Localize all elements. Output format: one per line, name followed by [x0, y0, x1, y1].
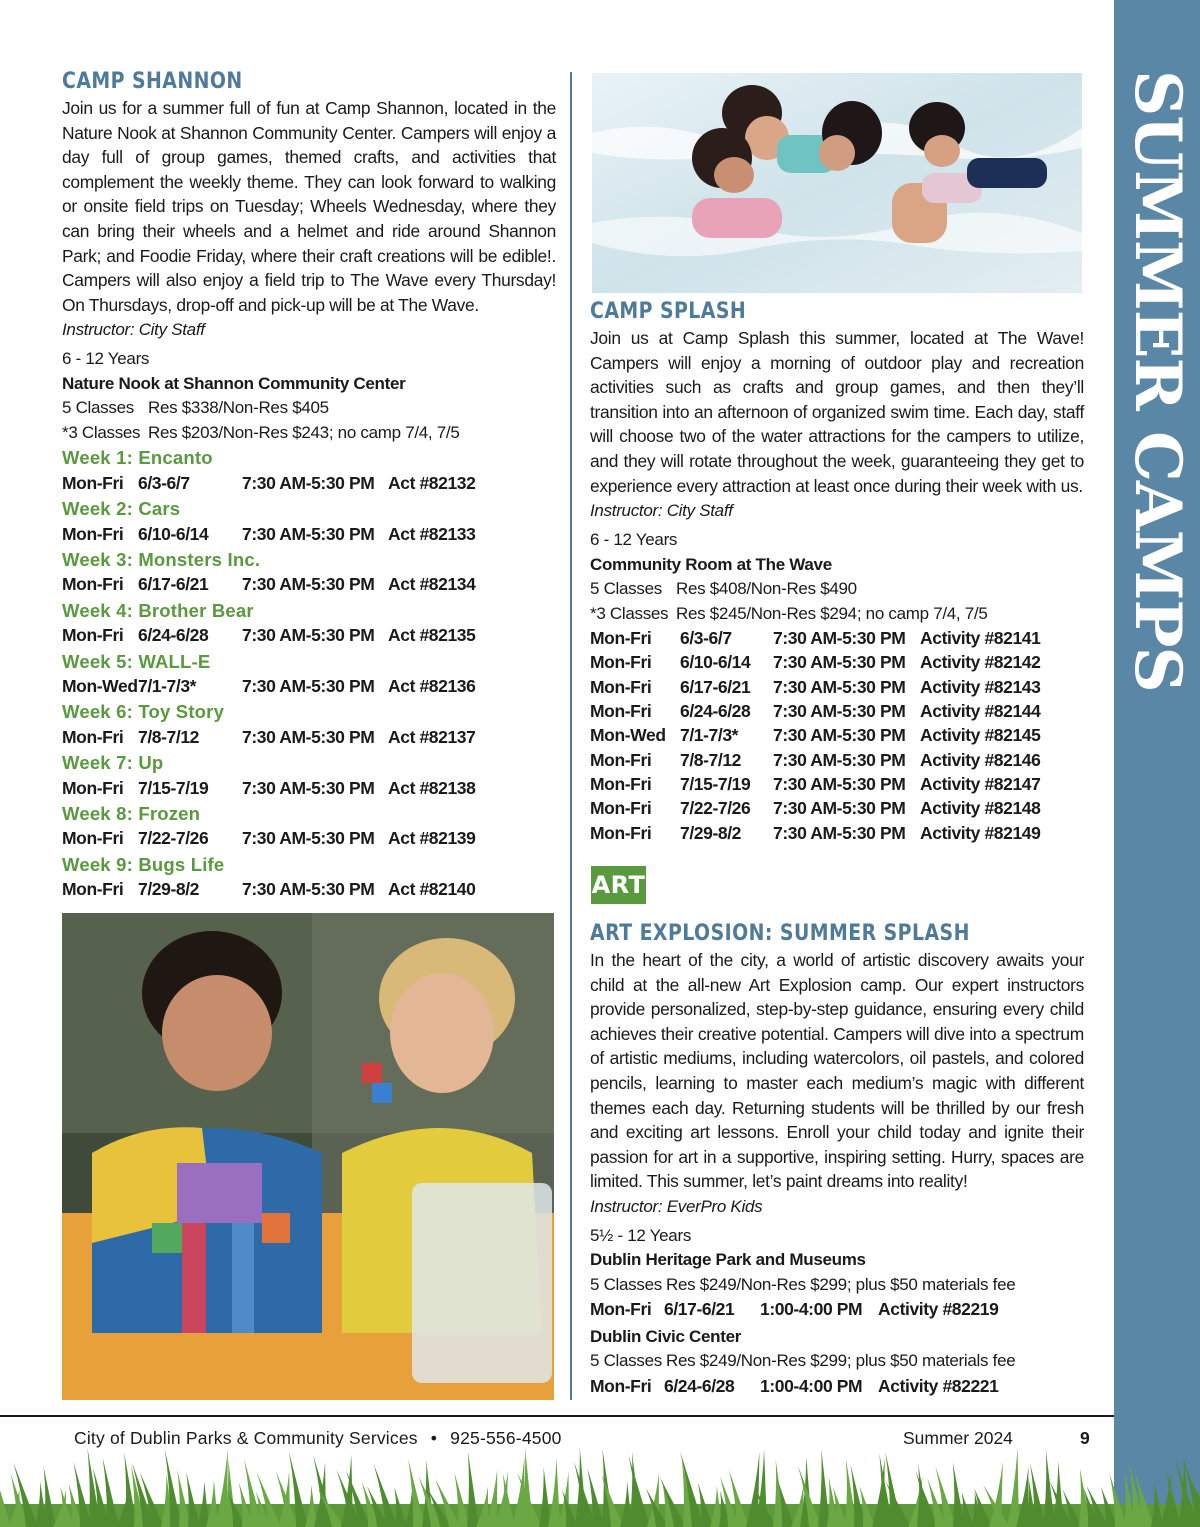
week-title: Week 2: Cars — [62, 498, 181, 520]
schedule-days: Mon-Fri — [590, 628, 652, 649]
camp-shannon-instructor: Instructor: City Staff — [62, 320, 205, 340]
schedule-days: Mon-Wed — [590, 725, 666, 746]
grass-blade — [467, 1451, 479, 1527]
schedule-dates: 6/10-6/14 — [680, 652, 751, 673]
schedule-days: Mon-Fri — [590, 1375, 652, 1396]
schedule-row — [62, 826, 556, 851]
page-number: 9 — [1080, 1428, 1090, 1448]
schedule-row — [62, 776, 556, 801]
fee-row — [62, 396, 556, 421]
art-explosion-title: ART EXPLOSION: SUMMER SPLASH — [590, 921, 970, 946]
kids-photo-image — [62, 913, 554, 1400]
art-explosion-ages: 5½ - 12 Years — [590, 1225, 692, 1245]
camp-shannon-ages: 6 - 12 Years — [62, 349, 150, 369]
footer-phone: 925-556-4500 — [450, 1428, 562, 1448]
schedule-dates: 7/22-7/26 — [680, 798, 751, 819]
schedule-time: 7:30 AM-5:30 PM — [242, 777, 375, 798]
schedule-row — [590, 699, 1084, 723]
schedule-time: 7:30 AM-5:30 PM — [242, 523, 375, 544]
fee-label: 5 Classes — [62, 398, 134, 418]
week-title: Week 6: Toy Story — [62, 701, 225, 723]
week-title: Week 3: Monsters Inc. — [62, 548, 261, 570]
activity-number: Activity #82145 — [920, 725, 1041, 746]
schedule-row — [590, 796, 1084, 820]
schedule-time: 7:30 AM-5:30 PM — [773, 749, 906, 770]
schedule-time: 7:30 AM-5:30 PM — [773, 701, 906, 722]
schedule-days: Mon-Fri — [590, 1299, 652, 1320]
activity-number: Act #82132 — [388, 472, 476, 493]
schedule-row — [62, 674, 556, 699]
schedule-days: Mon-Wed — [62, 676, 138, 697]
activity-number: Activity #82221 — [878, 1375, 999, 1396]
fee-label: 5 Classes — [590, 579, 662, 599]
fee-value: Res $245/Non-Res $294; no camp 7/4, 7/5 — [676, 603, 988, 623]
schedule-dates: 6/3-6/7 — [680, 628, 732, 649]
activity-number: Act #82139 — [388, 828, 476, 849]
schedule-row — [590, 626, 1084, 650]
schedule-row — [62, 877, 556, 902]
art-explosion-instructor: Instructor: EverPro Kids — [590, 1196, 763, 1216]
schedule-time: 7:30 AM-5:30 PM — [242, 625, 375, 646]
activity-number: Act #82133 — [388, 523, 476, 544]
schedule-dates: 6/17-6/21 — [138, 574, 209, 595]
schedule-row — [590, 772, 1084, 796]
camp-splash-title: CAMP SPLASH — [590, 299, 747, 324]
activity-number: Activity #82143 — [920, 676, 1041, 697]
grass-blade — [1151, 1481, 1163, 1527]
schedule-row — [62, 572, 556, 597]
schedule-days: Mon-Fri — [62, 879, 124, 900]
fee-row — [590, 577, 1084, 602]
schedule-time: 7:30 AM-5:30 PM — [773, 725, 906, 746]
schedule-time: 7:30 AM-5:30 PM — [773, 773, 906, 794]
camp-splash-section — [590, 298, 1084, 845]
schedule-dates: 7/29-8/2 — [680, 822, 742, 843]
grass-blade — [539, 1467, 551, 1527]
schedule-days: Mon-Fri — [590, 773, 652, 794]
week-title: Week 1: Encanto — [62, 447, 213, 469]
schedule-row — [62, 522, 556, 547]
fee-value: Res $408/Non-Res $490 — [676, 579, 857, 599]
schedule-row — [62, 725, 556, 750]
fee-label: 5 Classes — [590, 1274, 662, 1294]
footer-season: Summer 2024 — [903, 1428, 1013, 1448]
schedule-dates: 6/10-6/14 — [138, 523, 209, 544]
week-title: Week 5: WALL-E — [62, 650, 211, 672]
footer-separator: • — [430, 1428, 438, 1448]
schedule-time: 7:30 AM-5:30 PM — [773, 798, 906, 819]
banner-title: SUMMER CAMPS — [1120, 70, 1195, 692]
activity-number: Act #82140 — [388, 879, 476, 900]
footer-org-name: City of Dublin Parks & Community Services — [74, 1428, 418, 1448]
fee-row — [590, 1273, 1084, 1298]
art-category-tag: ART — [591, 866, 646, 904]
camp-splash-description: Join us at Camp Splash this summer, located at The Wave! Campers will enjoy a morning of outdoor play and recreation activities such as crafts and group games, and then they’ll transition into an afternoon of organized swim time. Each day, staff will choose two of the water attractions for the campers to utilize, and they will rotate throughout the week, guaranteeing they get to experience every attraction at least once during their week with us. — [590, 328, 1084, 496]
activity-number: Activity #82146 — [920, 749, 1041, 770]
schedule-row — [590, 748, 1084, 772]
schedule-time: 7:30 AM-5:30 PM — [773, 628, 906, 649]
schedule-time: 1:00-4:00 PM — [760, 1299, 863, 1320]
fee-value: Res $338/Non-Res $405 — [148, 398, 329, 418]
camp-shannon-title: CAMP SHANNON — [62, 69, 243, 94]
schedule-row — [62, 623, 556, 648]
schedule-dates: 7/1-7/3* — [680, 725, 739, 746]
activity-number: Act #82137 — [388, 726, 476, 747]
activity-number: Activity #82141 — [920, 628, 1041, 649]
schedule-time: 7:30 AM-5:30 PM — [242, 676, 375, 697]
schedule-row — [590, 1374, 1084, 1399]
fee-row — [590, 602, 1084, 627]
fee-label: *3 Classes — [590, 603, 669, 623]
schedule-row — [590, 675, 1084, 699]
schedule-dates: 7/29-8/2 — [138, 879, 200, 900]
schedule-dates: 6/17-6/21 — [664, 1299, 735, 1320]
schedule-row — [590, 821, 1084, 845]
schedule-days: Mon-Fri — [590, 822, 652, 843]
schedule-dates: 6/17-6/21 — [680, 676, 751, 697]
fee-row — [590, 1349, 1084, 1374]
schedule-dates: 7/15-7/19 — [680, 773, 751, 794]
schedule-row — [590, 650, 1084, 674]
schedule-time: 7:30 AM-5:30 PM — [242, 726, 375, 747]
grass-blade — [503, 1473, 515, 1527]
camp-splash-ages: 6 - 12 Years — [590, 530, 678, 550]
schedule-days: Mon-Fri — [590, 701, 652, 722]
schedule-dates: 7/8-7/12 — [138, 726, 200, 747]
schedule-dates: 6/24-6/28 — [664, 1375, 735, 1396]
grass-decoration — [0, 1446, 1200, 1527]
fee-label: *3 Classes — [62, 422, 141, 442]
activity-number: Act #82134 — [388, 574, 476, 595]
art-explosion-section — [590, 920, 1084, 1399]
schedule-time: 7:30 AM-5:30 PM — [242, 472, 375, 493]
art-location-name: Dublin Heritage Park and Museums — [590, 1250, 866, 1270]
schedule-days: Mon-Fri — [62, 523, 124, 544]
schedule-dates: 7/15-7/19 — [138, 777, 209, 798]
activity-number: Act #82135 — [388, 625, 476, 646]
schedule-row — [590, 1297, 1084, 1322]
column-divider — [570, 72, 572, 1400]
activity-number: Activity #82144 — [920, 701, 1041, 722]
schedule-dates: 6/24-6/28 — [680, 701, 751, 722]
pool-photo — [592, 73, 1082, 293]
schedule-dates: 6/3-6/7 — [138, 472, 190, 493]
schedule-days: Mon-Fri — [62, 828, 124, 849]
schedule-time: 7:30 AM-5:30 PM — [242, 828, 375, 849]
schedule-time: 1:00-4:00 PM — [760, 1375, 863, 1396]
week-title: Week 9: Bugs Life — [62, 853, 225, 875]
schedule-days: Mon-Fri — [62, 472, 124, 493]
schedule-row — [62, 471, 556, 496]
camp-shannon-location: Nature Nook at Shannon Community Center — [62, 373, 406, 393]
schedule-dates: 7/1-7/3* — [138, 676, 197, 697]
camp-splash-instructor: Instructor: City Staff — [590, 501, 733, 521]
activity-number: Activity #82149 — [920, 822, 1041, 843]
grass-blade — [818, 1449, 830, 1527]
activity-number: Activity #82219 — [878, 1299, 999, 1320]
schedule-time: 7:30 AM-5:30 PM — [242, 879, 375, 900]
schedule-time: 7:30 AM-5:30 PM — [773, 822, 906, 843]
schedule-row — [590, 723, 1084, 747]
fee-value: Res $249/Non-Res $299; plus $50 materials fee — [666, 1274, 1016, 1294]
schedule-time: 7:30 AM-5:30 PM — [773, 676, 906, 697]
kids-building-blocks-photo — [62, 913, 554, 1400]
schedule-days: Mon-Fri — [62, 574, 124, 595]
fee-value: Res $249/Non-Res $299; plus $50 materials fee — [666, 1351, 1016, 1371]
schedule-time: 7:30 AM-5:30 PM — [773, 652, 906, 673]
week-title: Week 7: Up — [62, 752, 164, 774]
schedule-days: Mon-Fri — [590, 798, 652, 819]
grass-blade — [44, 1467, 56, 1527]
schedule-dates: 7/8-7/12 — [680, 749, 742, 770]
schedule-dates: 6/24-6/28 — [138, 625, 209, 646]
schedule-days: Mon-Fri — [62, 625, 124, 646]
camp-shannon-section — [62, 68, 556, 903]
fee-label: 5 Classes — [590, 1351, 662, 1371]
schedule-days: Mon-Fri — [590, 652, 652, 673]
footer-rule — [0, 1415, 1114, 1417]
schedule-days: Mon-Fri — [62, 726, 124, 747]
art-location-name: Dublin Civic Center — [590, 1326, 742, 1346]
schedule-dates: 7/22-7/26 — [138, 828, 209, 849]
activity-number: Act #82138 — [388, 777, 476, 798]
art-explosion-description: In the heart of the city, a world of artistic discovery awaits your child at the all-new Art Explosion camp. Our expert instructors provide personalized, step-by-step guidance, ensuring every child achieves their creative potential. Campers will dive into a spectrum of artistic mediums, including watercolors, oil pastels, and colored pencils, learning to master each medium’s magic with different themes each day. Returning students will be thrilled by our fresh and exciting art lessons. Enroll your child today and ignite their passion for art in a supportive, inspiring setting. Hurry, spaces are limited. This summer, let’s paint dreams into reality! — [590, 950, 1084, 1192]
camp-splash-sessions — [590, 626, 1084, 845]
activity-number: Activity #82148 — [920, 798, 1041, 819]
activity-number: Activity #82142 — [920, 652, 1041, 673]
camp-shannon-weeks — [62, 445, 556, 902]
week-title: Week 8: Frozen — [62, 802, 201, 824]
camp-splash-location: Community Room at The Wave — [590, 554, 832, 574]
fee-row — [62, 421, 556, 446]
fee-value: Res $203/Non-Res $243; no camp 7/4, 7/5 — [148, 422, 460, 442]
camp-shannon-description: Join us for a summer full of fun at Camp Shannon, located in the Nature Nook at Shannon Community Center. Campers will enjoy a day full of group games, themed crafts, and activities that complement the weekly theme. They can look forward to walking or onsite field trips on Tuesday; Wheels Wednesday, where they can bring their wheels and a helmet and ride around Shannon Park; and Foodie Friday, where their craft creations will be edible!. Campers will also enjoy a field trip to The Wave every Thursday! On Thursdays, drop-off and pick-up will be at The Wave. — [62, 98, 556, 315]
pool-photo-image — [592, 73, 1082, 293]
schedule-days: Mon-Fri — [590, 676, 652, 697]
schedule-days: Mon-Fri — [590, 749, 652, 770]
activity-number: Activity #82147 — [920, 773, 1041, 794]
activity-number: Act #82136 — [388, 676, 476, 697]
schedule-days: Mon-Fri — [62, 777, 124, 798]
schedule-time: 7:30 AM-5:30 PM — [242, 574, 375, 595]
week-title: Week 4: Brother Bear — [62, 599, 254, 621]
